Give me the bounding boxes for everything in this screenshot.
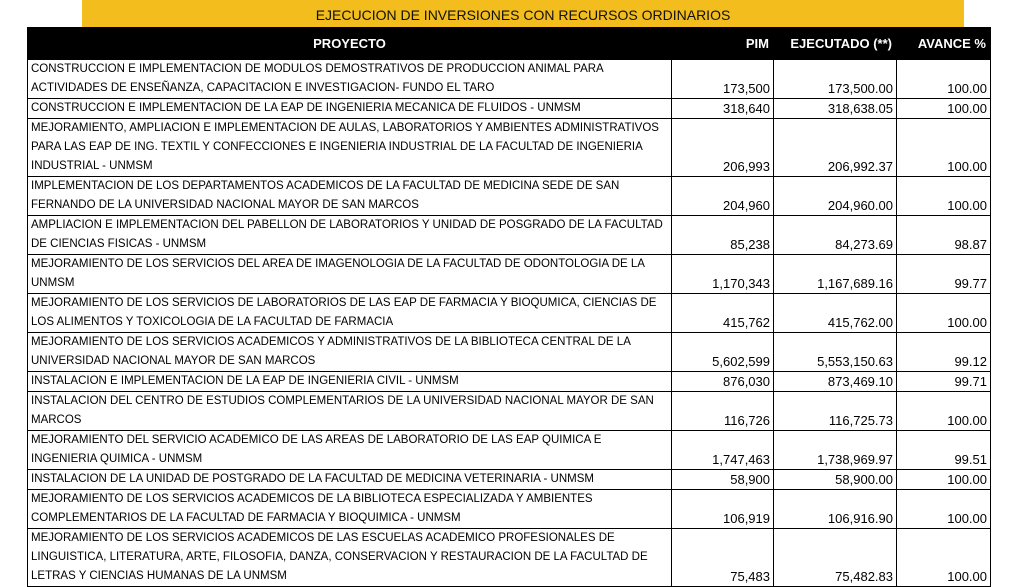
- ejecutado-cell: 873,469.10: [774, 372, 897, 392]
- pim-cell: 204,960: [672, 177, 774, 216]
- ejecutado-cell: 318,638.05: [774, 99, 897, 119]
- avance-cell: 100.00: [897, 294, 991, 333]
- project-name-cell: INSTALACION DEL CENTRO DE ESTUDIOS COMPLEMENTARIOS DE LA UNIVERSIDAD NACIONAL MAYOR DE SAN MARCOS: [28, 392, 672, 431]
- pim-cell: 415,762: [672, 294, 774, 333]
- avance-cell: 99.71: [897, 372, 991, 392]
- pim-cell: 58,900: [672, 470, 774, 490]
- table-row: [28, 372, 991, 392]
- ejecutado-cell: 5,553,150.63: [774, 333, 897, 372]
- header-row: [28, 28, 991, 60]
- project-name-cell: INSTALACION DE LA UNIDAD DE POSTGRADO DE LA FACULTAD DE MEDICINA VETERINARIA - UNMSM: [28, 470, 672, 490]
- table-row: [28, 119, 991, 177]
- project-name-cell: INSTALACION E IMPLEMENTACION DE LA EAP DE INGENIERIA CIVIL - UNMSM: [28, 372, 672, 392]
- avance-cell: 99.77: [897, 255, 991, 294]
- table-row: [28, 255, 991, 294]
- investment-table: [27, 27, 991, 587]
- table-row: [28, 333, 991, 372]
- project-name-cell: MEJORAMIENTO DE LOS SERVICIOS ACADEMICOS DE LA BIBLIOTECA ESPECIALIZADA Y AMBIENTES COMPLEMENTARIOS DE LA FACULTAD DE FARMACIA Y BIOQUIMICA - UNMSM: [28, 490, 672, 529]
- project-name-cell: MEJORAMIENTO DEL SERVICIO ACADEMICO DE LAS AREAS DE LABORATORIO DE LAS EAP QUIMICA E INGENIERIA QUIMICA - UNMSM: [28, 431, 672, 470]
- table-row: [28, 431, 991, 470]
- ejecutado-cell: 1,167,689.16: [774, 255, 897, 294]
- avance-cell: 100.00: [897, 119, 991, 177]
- avance-cell: 100.00: [897, 60, 991, 99]
- table-row: [28, 392, 991, 431]
- table-row: [28, 177, 991, 216]
- header-pim: PIM: [672, 28, 774, 60]
- header-proyecto: PROYECTO: [28, 28, 672, 60]
- pim-cell: 1,170,343: [672, 255, 774, 294]
- ejecutado-cell: 58,900.00: [774, 470, 897, 490]
- project-name-cell: MEJORAMIENTO DE LOS SERVICIOS DE LABORATORIOS DE LAS EAP DE FARMACIA Y BIOQUMICA, CIENCIAS DE LOS ALIMENTOS Y TOXICOLOGIA DE LA FACULTAD DE FARMACIA: [28, 294, 672, 333]
- ejecutado-cell: 75,482.83: [774, 529, 897, 587]
- avance-cell: 99.51: [897, 431, 991, 470]
- pim-cell: 75,483: [672, 529, 774, 587]
- avance-cell: 98.87: [897, 216, 991, 255]
- table-row: [28, 294, 991, 333]
- table-row: [28, 99, 991, 119]
- avance-cell: 99.12: [897, 333, 991, 372]
- ejecutado-cell: 173,500.00: [774, 60, 897, 99]
- pim-cell: 116,726: [672, 392, 774, 431]
- table-row: [28, 470, 991, 490]
- table-body: [28, 60, 991, 587]
- table-row: [28, 216, 991, 255]
- ejecutado-cell: 1,738,969.97: [774, 431, 897, 470]
- project-name-cell: AMPLIACION E IMPLEMENTACION DEL PABELLON DE LABORATORIOS Y UNIDAD DE POSGRADO DE LA FACULTAD DE CIENCIAS FISICAS - UNMSM: [28, 216, 672, 255]
- table-row: [28, 60, 991, 99]
- ejecutado-cell: 106,916.90: [774, 490, 897, 529]
- pim-cell: 85,238: [672, 216, 774, 255]
- project-name-cell: MEJORAMIENTO, AMPLIACION E IMPLEMENTACION DE AULAS, LABORATORIOS Y AMBIENTES ADMINISTRATIVOS PARA LAS EAP DE ING. TEXTIL Y CONFECCIONES E INGENIERIA INDUSTRIAL DE LA FACULTAD DE INGENIERIA INDUSTRIAL - UNMSM: [28, 119, 672, 177]
- project-name-cell: CONSTRUCCION E IMPLEMENTACION DE MODULOS DEMOSTRATIVOS DE PRODUCCION ANIMAL PARA ACTIVIDADES DE ENSEÑANZA, CAPACITACION E INVESTIGACION- FUNDO EL TARO: [28, 60, 672, 99]
- avance-cell: 100.00: [897, 392, 991, 431]
- project-name-cell: CONSTRUCCION E IMPLEMENTACION DE LA EAP DE INGENIERIA MECANICA DE FLUIDOS - UNMSM: [28, 99, 672, 119]
- header-avance: AVANCE %: [897, 28, 991, 60]
- ejecutado-cell: 84,273.69: [774, 216, 897, 255]
- table-row: [28, 529, 991, 587]
- pim-cell: 5,602,599: [672, 333, 774, 372]
- table-row: [28, 490, 991, 529]
- ejecutado-cell: 204,960.00: [774, 177, 897, 216]
- pim-cell: 106,919: [672, 490, 774, 529]
- table-title: EJECUCION DE INVERSIONES CON RECURSOS ORDINARIOS: [82, 0, 964, 27]
- pim-cell: 1,747,463: [672, 431, 774, 470]
- project-name-cell: MEJORAMIENTO DE LOS SERVICIOS ACADEMICOS DE LAS ESCUELAS ACADEMICO PROFESIONALES DE LINGUISTICA, LITERATURA, ARTE, FILOSOFIA, DANZA, CONSERVACION Y RESTAURACION DE LA FACULTAD DE LETRAS Y CIENCIAS HUMANAS DE LA UNMSM: [28, 529, 672, 587]
- avance-cell: 100.00: [897, 529, 991, 587]
- ejecutado-cell: 116,725.73: [774, 392, 897, 431]
- ejecutado-cell: 206,992.37: [774, 119, 897, 177]
- pim-cell: 173,500: [672, 60, 774, 99]
- avance-cell: 100.00: [897, 490, 991, 529]
- avance-cell: 100.00: [897, 99, 991, 119]
- header-ejecutado: EJECUTADO (**): [774, 28, 897, 60]
- avance-cell: 100.00: [897, 470, 991, 490]
- project-name-cell: IMPLEMENTACION DE LOS DEPARTAMENTOS ACADEMICOS DE LA FACULTAD DE MEDICINA SEDE DE SAN FERNANDO DE LA UNIVERSIDAD NACIONAL MAYOR DE SAN MARCOS: [28, 177, 672, 216]
- pim-cell: 318,640: [672, 99, 774, 119]
- pim-cell: 876,030: [672, 372, 774, 392]
- project-name-cell: MEJORAMIENTO DE LOS SERVICIOS DEL AREA DE IMAGENOLOGIA DE LA FACULTAD DE ODONTOLOGIA DE LA UNMSM: [28, 255, 672, 294]
- avance-cell: 100.00: [897, 177, 991, 216]
- ejecutado-cell: 415,762.00: [774, 294, 897, 333]
- pim-cell: 206,993: [672, 119, 774, 177]
- project-name-cell: MEJORAMIENTO DE LOS SERVICIOS ACADEMICOS Y ADMINISTRATIVOS DE LA BIBLIOTECA CENTRAL DE LA UNIVERSIDAD NACIONAL MAYOR DE SAN MARCOS: [28, 333, 672, 372]
